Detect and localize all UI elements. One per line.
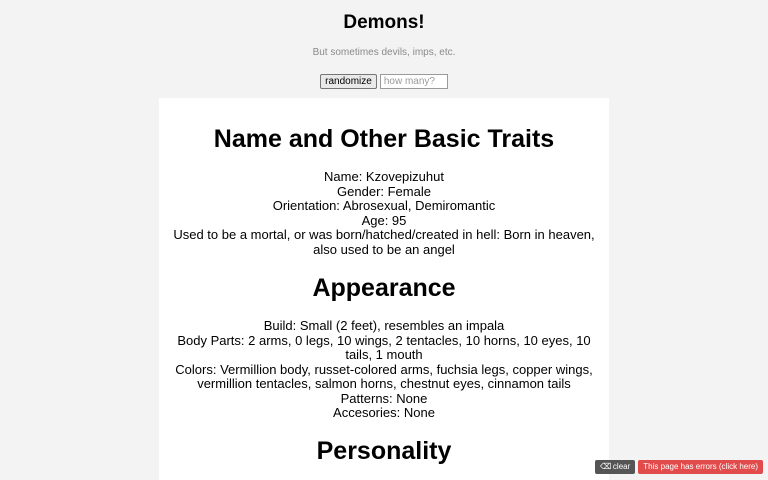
page-subtitle: But sometimes devils, imps, etc. [312, 47, 456, 58]
clear-label: clear [611, 462, 631, 471]
section-heading-appearance: Appearance [312, 274, 456, 302]
section-heading-basic: Name and Other Basic Traits [213, 125, 555, 153]
trait-build: Build: Small (2 feet), resembles an impala [263, 318, 505, 333]
randomize-button[interactable]: randomize [320, 74, 377, 89]
generator-controls [0, 74, 768, 89]
trait-colors: Colors: Vermillion body, russet-colored arms, fuchsia legs, copper wings, vermillion tentacles, salmon horns, chestnut eyes, cinnamon tails [175, 361, 593, 391]
trait-patterns: Patterns: None [340, 390, 428, 406]
trait-accessories: Accesories: None [333, 405, 435, 420]
appearance-list [173, 319, 595, 421]
trait-origin: Used to be a mortal, or was born/hatched/created in hell: Born in heaven, also used to be an angel [173, 227, 595, 257]
trash-icon: ⌫ [600, 462, 612, 471]
debug-footer [595, 460, 763, 474]
basic-traits-list [173, 170, 595, 257]
trait-orientation: Orientation: Abrosexual, Demiromantic [272, 198, 496, 213]
demon-card [159, 98, 612, 480]
trait-name: Name: Kzovepizuhut [324, 169, 444, 184]
trait-age: Age: 95 [361, 212, 407, 228]
trait-gender: Gender: Female [337, 183, 431, 199]
page-title: Demons! [343, 12, 425, 33]
clear-button[interactable] [595, 460, 635, 474]
section-heading-personality: Personality [316, 437, 452, 465]
errors-button[interactable]: This page has errors (click here) [638, 460, 763, 474]
trait-body-parts: Body Parts: 2 arms, 0 legs, 10 wings, 2 tentacles, 10 horns, 10 eyes, 10 tails, 1 mouth [177, 332, 591, 362]
count-input[interactable] [380, 74, 448, 89]
